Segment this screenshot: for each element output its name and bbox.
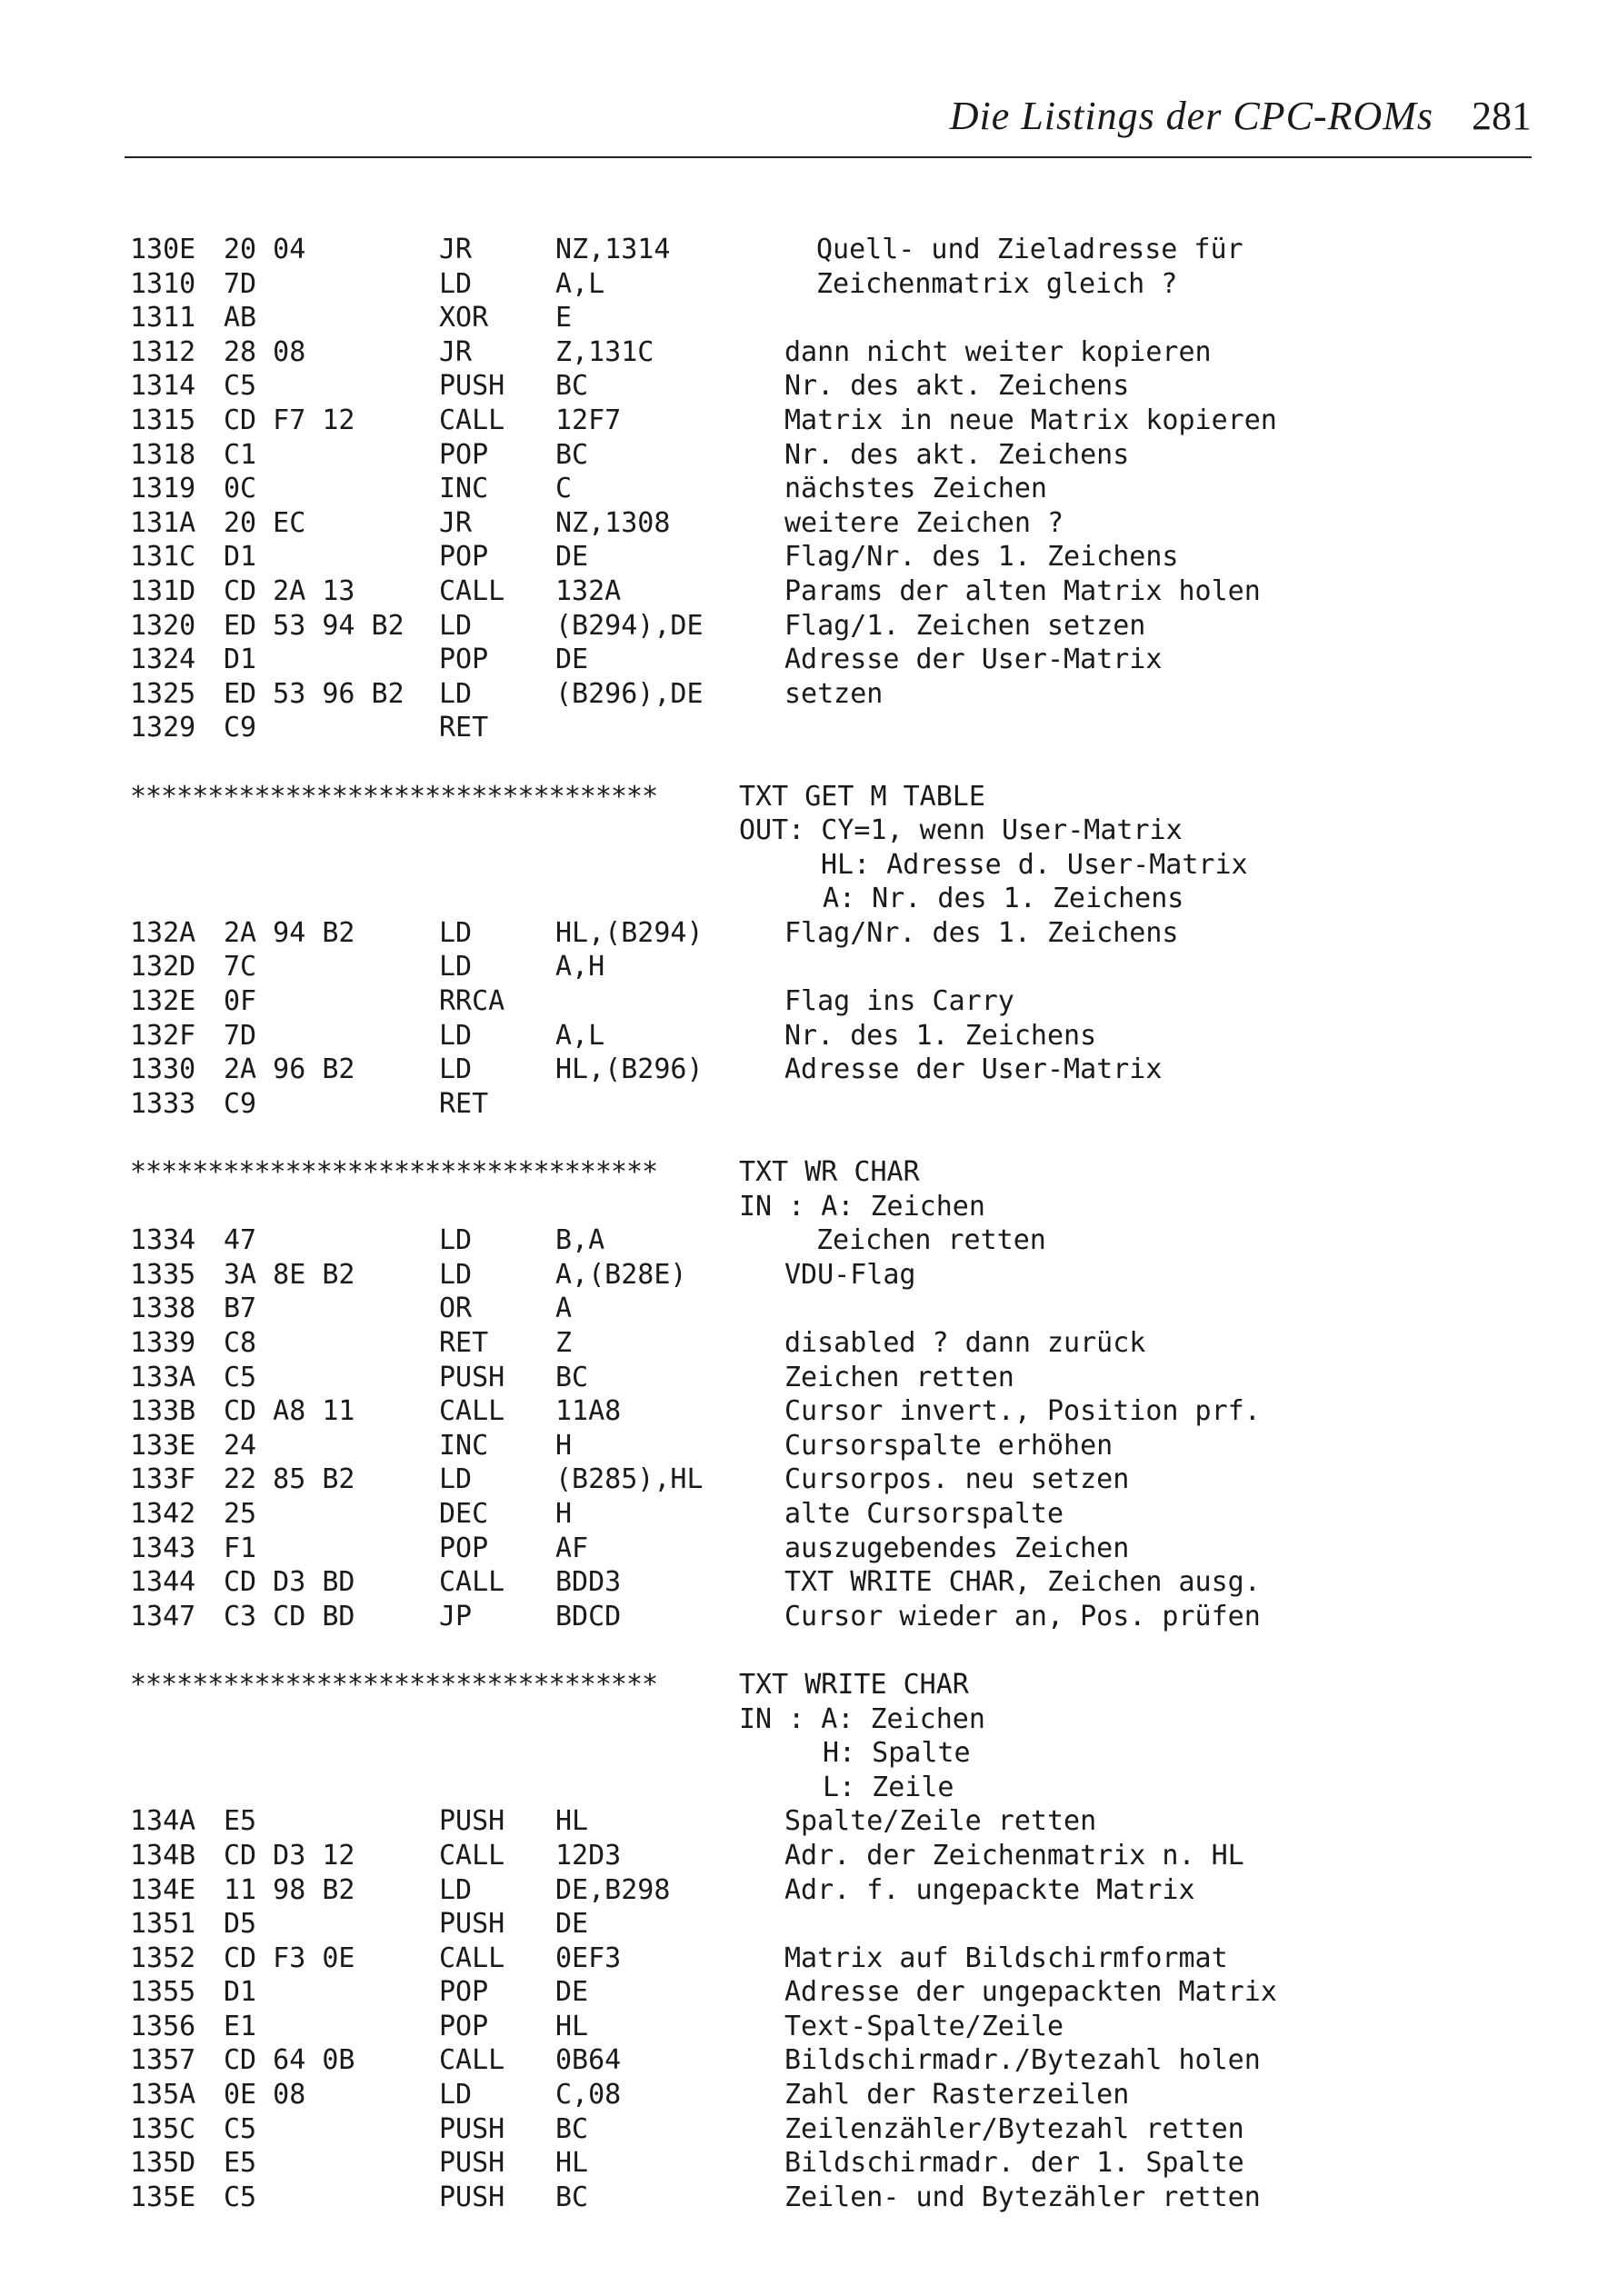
opcode-bytes: 2A 94 B2 [224, 916, 355, 949]
code-line [130, 267, 1530, 302]
routine-param: IN : A: Zeichen [739, 1702, 985, 1735]
comment: Flag/Nr. des 1. Zeichens [784, 916, 1179, 949]
operand: (B296),DE [555, 677, 704, 710]
address: 135D [130, 2147, 196, 2180]
separator-stars: ********************************** [130, 780, 658, 813]
mnemonic: LD [439, 1463, 473, 1496]
code-line [130, 1497, 1530, 1532]
operand: DE,B298 [555, 1873, 671, 1906]
code-line [130, 2078, 1530, 2112]
blank-line [130, 745, 1530, 780]
mnemonic: CALL [439, 2044, 505, 2077]
code-line [130, 438, 1530, 473]
operand: BC [555, 438, 589, 471]
code-line [130, 1975, 1530, 2010]
comment: Zeilenzähler/Bytezahl retten [784, 2112, 1244, 2145]
opcode-bytes: C5 [224, 1361, 257, 1393]
comment: Text-Spalte/Zeile [784, 2010, 1064, 2042]
address: 1319 [130, 473, 196, 505]
opcode-bytes: ED 53 96 B2 [224, 677, 404, 710]
operand: DE [555, 644, 589, 676]
code-line [130, 1532, 1530, 1566]
routine-description [130, 814, 1530, 848]
address: 1334 [130, 1224, 196, 1257]
address: 1333 [130, 1087, 196, 1120]
operand: (B294),DE [555, 609, 704, 642]
routine-description [130, 1771, 1530, 1805]
opcode-bytes: D5 [224, 1908, 257, 1941]
comment: Nr. des akt. Zeichens [784, 438, 1130, 471]
comment: Adresse der User-Matrix [784, 1053, 1163, 1086]
mnemonic: OR [439, 1293, 473, 1325]
comment: dann nicht weiter kopieren [784, 335, 1212, 368]
operand: DE [555, 541, 589, 574]
address: 134B [130, 1839, 196, 1872]
opcode-bytes: 3A 8E B2 [224, 1258, 355, 1291]
address: 1324 [130, 644, 196, 676]
comment: Zeichen retten [816, 1224, 1046, 1257]
comment: Flag/Nr. des 1. Zeichens [784, 541, 1179, 574]
mnemonic: CALL [439, 404, 505, 436]
opcode-bytes: F1 [224, 1532, 257, 1564]
comment: alte Cursorspalte [784, 1497, 1064, 1530]
address: 133F [130, 1463, 196, 1496]
opcode-bytes: 24 [224, 1429, 257, 1462]
code-line [130, 1087, 1530, 1122]
address: 1314 [130, 370, 196, 403]
comment: Zeichen retten [784, 1361, 1014, 1393]
opcode-bytes: 25 [224, 1497, 257, 1530]
routine-param: OUT: CY=1, wenn User-Matrix [739, 814, 1183, 847]
opcode-bytes: CD 64 0B [224, 2044, 355, 2077]
operand: H [555, 1497, 573, 1530]
opcode-bytes: C5 [224, 2181, 257, 2213]
comment: Params der alten Matrix holen [784, 574, 1261, 607]
opcode-bytes: C5 [224, 2112, 257, 2145]
operand: HL,(B296) [555, 1053, 704, 1086]
operand: DE [555, 1976, 589, 2009]
address: 1342 [130, 1497, 196, 1530]
mnemonic: LD [439, 609, 473, 642]
address: 1338 [130, 1293, 196, 1325]
opcode-bytes: 11 98 B2 [224, 1873, 355, 1906]
comment: VDU-Flag [784, 1258, 916, 1291]
routine-separator [130, 1155, 1530, 1190]
comment: setzen [784, 677, 884, 710]
mnemonic: POP [439, 2010, 489, 2042]
comment: Nr. des akt. Zeichens [784, 370, 1130, 403]
mnemonic: CALL [439, 1395, 505, 1428]
address: 1352 [130, 1942, 196, 1974]
comment: nächstes Zeichen [784, 473, 1047, 505]
operand: 12D3 [555, 1839, 622, 1872]
comment: Quell- und Zieladresse für [816, 234, 1243, 265]
mnemonic: LD [439, 1258, 473, 1291]
blank-line [130, 1633, 1530, 1668]
comment: Cursorspalte erhöhen [784, 1429, 1114, 1462]
routine-param: L: Zeile [823, 1771, 954, 1803]
code-line [130, 335, 1530, 370]
code-line [130, 1942, 1530, 1976]
address: 130E [130, 234, 196, 265]
routine-description [130, 1736, 1530, 1771]
page-header [125, 84, 1532, 158]
operand: Z [555, 1327, 573, 1359]
operand: A,L [555, 1019, 605, 1052]
address: 1355 [130, 1976, 196, 2009]
operand: HL [555, 2010, 589, 2042]
operand: BC [555, 2181, 589, 2213]
operand: (B285),HL [555, 1463, 704, 1496]
opcode-bytes: 7C [224, 951, 257, 983]
opcode-bytes: C1 [224, 438, 257, 471]
code-line [130, 950, 1530, 984]
code-line [130, 506, 1530, 541]
operand: 0EF3 [555, 1942, 622, 1974]
opcode-bytes: CD D3 BD [224, 1566, 355, 1599]
comment: auszugebendes Zeichen [784, 1532, 1130, 1564]
comment: Zeichenmatrix gleich ? [816, 267, 1178, 300]
mnemonic: LD [439, 1053, 473, 1086]
address: 1320 [130, 609, 196, 642]
mnemonic: INC [439, 1429, 489, 1462]
mnemonic: POP [439, 1976, 489, 2009]
operand: E [555, 302, 573, 334]
opcode-bytes: CD F3 0E [224, 1942, 355, 1974]
opcode-bytes: ED 53 94 B2 [224, 609, 404, 642]
code-line [130, 472, 1530, 506]
comment: Flag ins Carry [784, 985, 1014, 1018]
address: 133A [130, 1361, 196, 1393]
mnemonic: POP [439, 1532, 489, 1564]
mnemonic: PUSH [439, 2112, 505, 2145]
operand: BC [555, 370, 589, 403]
comment: TXT WRITE CHAR, Zeichen ausg. [784, 1566, 1261, 1599]
opcode-bytes: 0E 08 [224, 2079, 306, 2111]
comment: Zeilen- und Bytezähler retten [784, 2181, 1261, 2213]
address: 132F [130, 1019, 196, 1052]
operand: B,A [555, 1224, 605, 1257]
address: 131C [130, 541, 196, 574]
mnemonic: JR [439, 234, 473, 265]
operand: A,H [555, 951, 605, 983]
opcode-bytes: 20 EC [224, 506, 306, 539]
comment: Cursor wieder an, Pos. prüfen [784, 1600, 1261, 1632]
address: 134E [130, 1873, 196, 1906]
operand: H [555, 1429, 573, 1462]
address: 132A [130, 916, 196, 949]
operand: A [555, 1293, 573, 1325]
mnemonic: LD [439, 1873, 473, 1906]
comment: Spalte/Zeile retten [784, 1805, 1097, 1838]
opcode-bytes: CD A8 11 [224, 1395, 355, 1428]
code-line [130, 574, 1530, 609]
routine-separator [130, 1668, 1530, 1702]
address: 1315 [130, 404, 196, 436]
opcode-bytes: E5 [224, 2147, 257, 2180]
opcode-bytes: 7D [224, 1019, 257, 1052]
address: 1339 [130, 1327, 196, 1359]
opcode-bytes: D1 [224, 541, 257, 574]
comment: Matrix auf Bildschirmformat [784, 1942, 1228, 1974]
code-line [130, 609, 1530, 644]
code-line [130, 2112, 1530, 2147]
address: 134A [130, 1805, 196, 1838]
routine-param: HL: Adresse d. User-Matrix [821, 848, 1248, 881]
code-line [130, 369, 1530, 404]
code-line [130, 233, 1530, 267]
operand: C [555, 473, 573, 505]
opcode-bytes: CD D3 12 [224, 1839, 355, 1872]
operand: AF [555, 1532, 589, 1564]
mnemonic: POP [439, 644, 489, 676]
operand: Z,131C [555, 335, 654, 368]
code-line [130, 1565, 1530, 1600]
operand: BC [555, 2112, 589, 2145]
mnemonic: PUSH [439, 1908, 505, 1941]
opcode-bytes: 28 08 [224, 335, 306, 368]
mnemonic: PUSH [439, 1361, 505, 1393]
address: 1312 [130, 335, 196, 368]
routine-description [130, 1702, 1530, 1737]
operand: HL [555, 1805, 589, 1838]
opcode-bytes: C8 [224, 1327, 257, 1359]
address: 133B [130, 1395, 196, 1428]
address: 1330 [130, 1053, 196, 1086]
operand: 132A [555, 574, 622, 607]
address: 1351 [130, 1908, 196, 1941]
mnemonic: LD [439, 1019, 473, 1052]
comment: Nr. des 1. Zeichens [784, 1019, 1097, 1052]
opcode-bytes: B7 [224, 1293, 257, 1325]
code-line [130, 2010, 1530, 2044]
mnemonic: PUSH [439, 2147, 505, 2180]
code-line [130, 1839, 1530, 1873]
code-line [130, 1292, 1530, 1326]
address: 135E [130, 2181, 196, 2213]
comment: Adresse der User-Matrix [784, 644, 1163, 676]
comment: Bildschirmadr. der 1. Spalte [784, 2147, 1244, 2180]
code-line [130, 2146, 1530, 2181]
opcode-bytes: 2A 96 B2 [224, 1053, 355, 1086]
code-line [130, 1600, 1530, 1634]
code-line [130, 984, 1530, 1019]
comment: Zahl der Rasterzeilen [784, 2079, 1130, 2111]
routine-description [130, 1190, 1530, 1224]
comment: Flag/1. Zeichen setzen [784, 609, 1146, 642]
address: 1311 [130, 302, 196, 334]
routine-param: IN : A: Zeichen [739, 1190, 985, 1223]
mnemonic: JP [439, 1600, 473, 1632]
opcode-bytes: CD F7 12 [224, 404, 355, 436]
address: 132D [130, 951, 196, 983]
mnemonic: POP [439, 541, 489, 574]
opcode-bytes: 20 04 [224, 234, 306, 265]
mnemonic: POP [439, 438, 489, 471]
address: 1344 [130, 1566, 196, 1599]
assembly-listing [130, 233, 1530, 2214]
address: 1325 [130, 677, 196, 710]
running-title: Die Listings der CPC-ROMs [949, 94, 1433, 138]
code-line [130, 404, 1530, 438]
address: 133E [130, 1429, 196, 1462]
code-line [130, 1361, 1530, 1395]
opcode-bytes: C9 [224, 1087, 257, 1120]
mnemonic: PUSH [439, 1805, 505, 1838]
routine-separator [130, 780, 1530, 814]
comment: Cursor invert., Position prf. [784, 1395, 1261, 1428]
code-line [130, 1462, 1530, 1497]
comment: Adresse der ungepackten Matrix [784, 1976, 1277, 2009]
code-line [130, 1429, 1530, 1463]
code-line [130, 1873, 1530, 1908]
mnemonic: RET [439, 1327, 489, 1359]
comment: Adr. f. ungepackte Matrix [784, 1873, 1195, 1906]
code-line [130, 301, 1530, 335]
page-number: 281 [1472, 94, 1532, 138]
operand: BDD3 [555, 1566, 622, 1599]
address: 131D [130, 574, 196, 607]
operand: A,(B28E) [555, 1258, 687, 1291]
address: 1357 [130, 2044, 196, 2077]
opcode-bytes: 22 85 B2 [224, 1463, 355, 1496]
operand: 11A8 [555, 1395, 622, 1428]
code-line [130, 540, 1530, 574]
routine-name: TXT WR CHAR [739, 1156, 920, 1189]
separator-stars: ********************************** [130, 1668, 658, 1701]
mnemonic: LD [439, 2079, 473, 2111]
address: 132E [130, 985, 196, 1018]
routine-param: A: Nr. des 1. Zeichens [823, 883, 1184, 915]
opcode-bytes: CD 2A 13 [224, 574, 355, 607]
address: 135C [130, 2112, 196, 2145]
mnemonic: RRCA [439, 985, 505, 1018]
mnemonic: CALL [439, 1566, 505, 1599]
code-line [130, 711, 1530, 745]
mnemonic: RET [439, 712, 489, 744]
opcode-bytes: 0F [224, 985, 257, 1018]
operand: NZ,1314 [555, 234, 671, 265]
comment: Bildschirmadr./Bytezahl holen [784, 2044, 1261, 2077]
address: 1318 [130, 438, 196, 471]
comment: disabled ? dann zurück [784, 1327, 1146, 1359]
address: 135A [130, 2079, 196, 2111]
code-line [130, 2181, 1530, 2215]
operand: 12F7 [555, 404, 622, 436]
routine-description [130, 882, 1530, 916]
operand: HL [555, 2147, 589, 2180]
opcode-bytes: AB [224, 302, 257, 334]
code-line [130, 1258, 1530, 1293]
routine-description [130, 848, 1530, 883]
address: 1356 [130, 2010, 196, 2042]
opcode-bytes: D1 [224, 644, 257, 676]
address: 1310 [130, 267, 196, 300]
mnemonic: CALL [439, 1839, 505, 1872]
opcode-bytes: E5 [224, 1805, 257, 1838]
routine-name: TXT WRITE CHAR [739, 1668, 969, 1701]
mnemonic: LD [439, 677, 473, 710]
comment: Adr. der Zeichenmatrix n. HL [784, 1839, 1244, 1872]
address: 1343 [130, 1532, 196, 1564]
code-line [130, 643, 1530, 677]
operand: C,08 [555, 2079, 622, 2111]
operand: BC [555, 1361, 589, 1393]
routine-param: H: Spalte [823, 1737, 971, 1770]
address: 1347 [130, 1600, 196, 1632]
mnemonic: LD [439, 1224, 473, 1257]
opcode-bytes: C9 [224, 712, 257, 744]
operand: DE [555, 1908, 589, 1941]
code-line [130, 1394, 1530, 1429]
comment: Cursorpos. neu setzen [784, 1463, 1130, 1496]
opcode-bytes: E1 [224, 2010, 257, 2042]
code-line [130, 677, 1530, 712]
mnemonic: PUSH [439, 2181, 505, 2213]
address: 1335 [130, 1258, 196, 1291]
mnemonic: INC [439, 473, 489, 505]
mnemonic: PUSH [439, 370, 505, 403]
address: 1329 [130, 712, 196, 744]
opcode-bytes: C5 [224, 370, 257, 403]
mnemonic: CALL [439, 1942, 505, 1974]
operand: HL,(B294) [555, 916, 704, 949]
opcode-bytes: D1 [224, 1976, 257, 2009]
code-line [130, 1326, 1530, 1361]
mnemonic: LD [439, 951, 473, 983]
mnemonic: RET [439, 1087, 489, 1120]
comment: Matrix in neue Matrix kopieren [784, 404, 1277, 436]
opcode-bytes: C3 CD BD [224, 1600, 355, 1632]
opcode-bytes: 47 [224, 1224, 257, 1257]
code-line [130, 1223, 1530, 1258]
opcode-bytes: 0C [224, 473, 257, 505]
code-line [130, 1053, 1530, 1087]
operand: NZ,1308 [555, 506, 671, 539]
address: 131A [130, 506, 196, 539]
mnemonic: LD [439, 916, 473, 949]
blank-line [130, 1121, 1530, 1155]
operand: BDCD [555, 1600, 622, 1632]
operand: 0B64 [555, 2044, 622, 2077]
mnemonic: LD [439, 267, 473, 300]
routine-name: TXT GET M TABLE [739, 780, 985, 813]
mnemonic: JR [439, 335, 473, 368]
code-line [130, 1019, 1530, 1053]
separator-stars: ********************************** [130, 1156, 658, 1189]
code-line [130, 916, 1530, 951]
operand: A,L [555, 267, 605, 300]
mnemonic: XOR [439, 302, 489, 334]
comment: weitere Zeichen ? [784, 506, 1064, 539]
code-line [130, 1907, 1530, 1942]
mnemonic: CALL [439, 574, 505, 607]
mnemonic: DEC [439, 1497, 489, 1530]
code-line [130, 1804, 1530, 1839]
code-line [130, 2043, 1530, 2078]
mnemonic: JR [439, 506, 473, 539]
opcode-bytes: 7D [224, 267, 257, 300]
